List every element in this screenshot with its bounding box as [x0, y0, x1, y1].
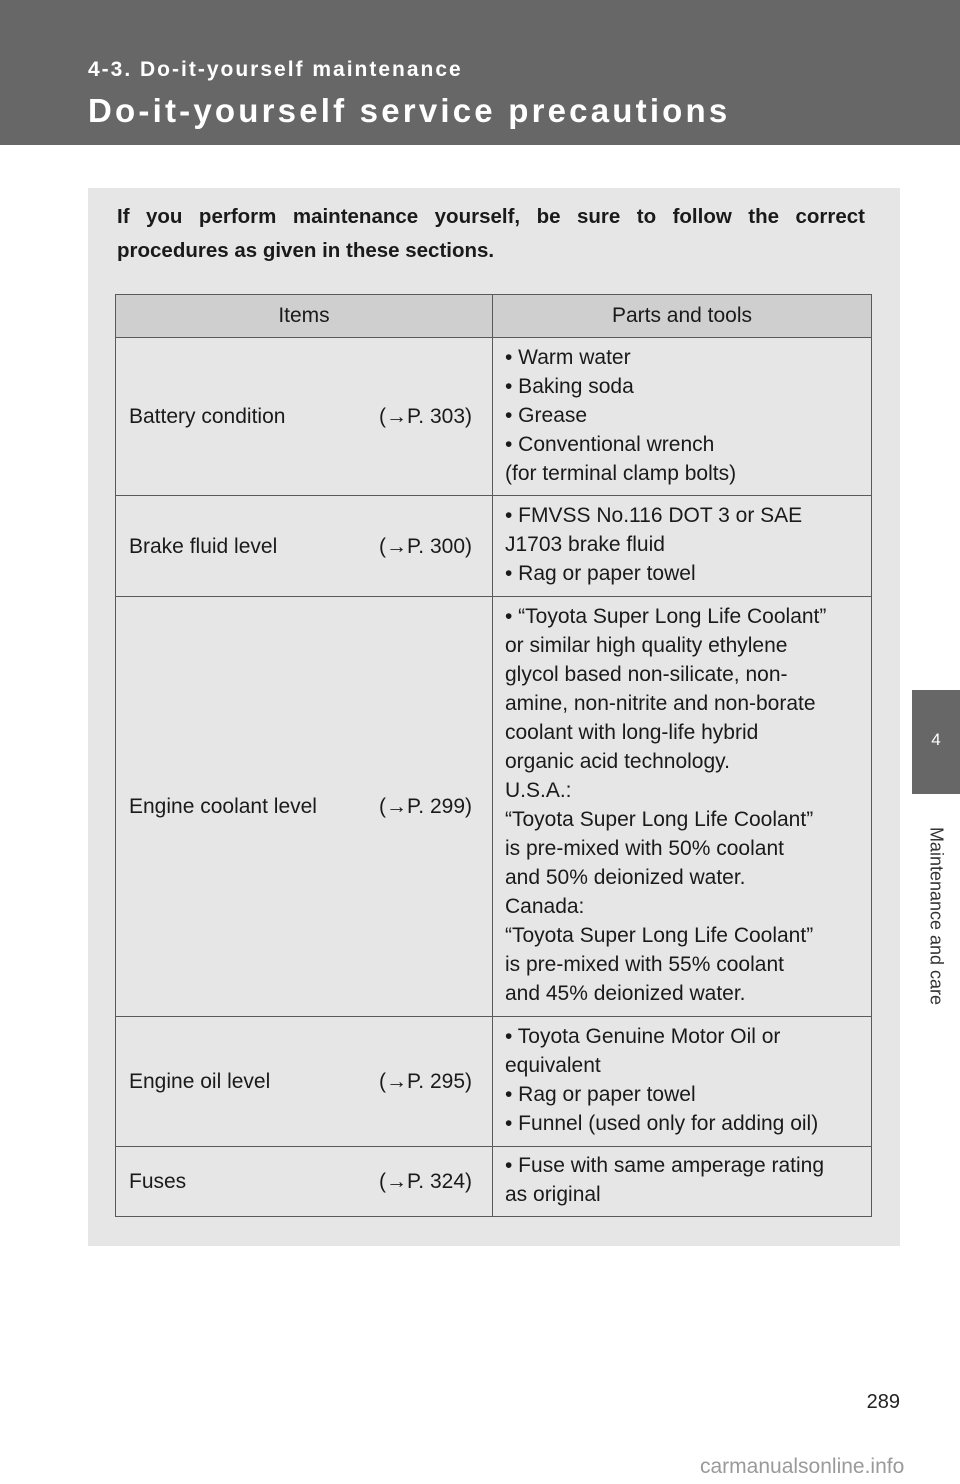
table-header-row — [116, 295, 872, 338]
parts-cell — [493, 338, 872, 496]
part-text-line: is pre-mixed with 50% coolant — [505, 837, 784, 860]
table-row — [116, 496, 872, 597]
column-header-parts: Parts and tools — [493, 295, 872, 338]
item-name: Fuses — [129, 1170, 187, 1193]
list-item — [505, 1022, 865, 1080]
list-item — [505, 343, 865, 372]
parts-list — [505, 1022, 865, 1138]
part-text-line: coolant with long-life hybrid — [505, 721, 759, 744]
item-cell — [116, 338, 493, 496]
item-name: Engine coolant level — [129, 795, 317, 818]
parts-cell — [493, 1017, 872, 1147]
part-text-line: equivalent — [505, 1054, 601, 1077]
chapter-label: Maintenance and care — [926, 826, 947, 1006]
intro-text: If you perform maintenance yourself, be sure to follow the correct procedures as given in these sections. — [117, 205, 865, 262]
parts-list — [505, 343, 865, 488]
watermark: carmanualsonline.info — [700, 1455, 905, 1478]
item-cell — [116, 496, 493, 597]
chapter-tab[interactable] — [912, 690, 960, 794]
chapter-number: 4 — [931, 730, 941, 749]
part-text-line: “Toyota Super Long Life Coolant” — [505, 924, 814, 947]
list-item — [505, 1151, 865, 1209]
part-text-line: or similar high quality ethylene — [505, 634, 788, 657]
item-cell — [116, 1017, 493, 1147]
item-cell — [116, 597, 493, 1017]
list-item — [505, 1109, 865, 1138]
part-text-line: • Grease — [505, 403, 588, 427]
item-name: Engine oil level — [129, 1070, 271, 1093]
list-item — [505, 602, 865, 1008]
part-text-line: glycol based non-silicate, non- — [505, 663, 788, 686]
part-text-line: and 45% deionized water. — [505, 982, 746, 1005]
page-reference[interactable]: (→P. 295) — [379, 1070, 472, 1093]
parts-cell — [493, 496, 872, 597]
part-text-line: U.S.A.: — [505, 779, 572, 802]
page-reference[interactable]: (→P. 303) — [379, 405, 472, 428]
list-item — [505, 1080, 865, 1109]
part-text-line: • “Toyota Super Long Life Coolant” — [505, 605, 827, 628]
content-panel — [88, 188, 900, 1246]
page-title: Do-it-yourself service precautions — [88, 92, 731, 129]
item-name: Battery condition — [129, 405, 286, 428]
part-text-line: • Baking soda — [505, 374, 634, 398]
part-text-line: “Toyota Super Long Life Coolant” — [505, 808, 814, 831]
page-reference[interactable]: (→P. 324) — [379, 1170, 472, 1193]
part-text-line: • Toyota Genuine Motor Oil or — [505, 1025, 781, 1048]
part-text-line: • Warm water — [505, 345, 631, 369]
page-number: 289 — [866, 1391, 900, 1413]
part-text-line: (for terminal clamp bolts) — [505, 461, 737, 485]
part-text-line: • Fuse with same amperage rating — [505, 1154, 824, 1177]
part-text-line: and 50% deionized water. — [505, 866, 746, 889]
parts-list — [505, 501, 865, 588]
list-item — [505, 559, 865, 588]
maintenance-table — [115, 294, 872, 1217]
part-text-line: is pre-mixed with 55% coolant — [505, 953, 784, 976]
section-label: 4-3. Do-it-yourself maintenance — [88, 58, 463, 81]
table-row — [116, 338, 872, 496]
parts-list — [505, 602, 865, 1008]
part-text-line: as original — [505, 1183, 601, 1206]
part-text-line: organic acid technology. — [505, 750, 730, 773]
table-body — [116, 338, 872, 1217]
list-item — [505, 501, 865, 559]
table-row — [116, 597, 872, 1017]
list-item — [505, 430, 865, 488]
part-text-line: J1703 brake fluid — [505, 533, 665, 556]
parts-cell — [493, 1147, 872, 1217]
part-text-line: • Rag or paper towel — [505, 1083, 696, 1106]
page-header — [0, 0, 960, 145]
table-row — [116, 1017, 872, 1147]
part-text-line: • Conventional wrench — [505, 432, 715, 456]
chapter-label-area — [912, 796, 960, 1036]
page-reference[interactable]: (→P. 299) — [379, 795, 472, 818]
table-row — [116, 1147, 872, 1217]
page-reference[interactable]: (→P. 300) — [379, 534, 472, 558]
list-item — [505, 372, 865, 401]
item-name: Brake fluid level — [129, 534, 278, 558]
list-item — [505, 401, 865, 430]
part-text-line: • Funnel (used only for adding oil) — [505, 1112, 819, 1135]
part-text-line: Canada: — [505, 895, 585, 918]
parts-list — [505, 1151, 865, 1209]
part-text-line: amine, non-nitrite and non-borate — [505, 692, 816, 715]
part-text-line: • FMVSS No.116 DOT 3 or SAE — [505, 504, 803, 527]
item-cell — [116, 1147, 493, 1217]
part-text-line: • Rag or paper towel — [505, 562, 696, 585]
parts-cell — [493, 597, 872, 1017]
column-header-items: Items — [116, 295, 493, 338]
